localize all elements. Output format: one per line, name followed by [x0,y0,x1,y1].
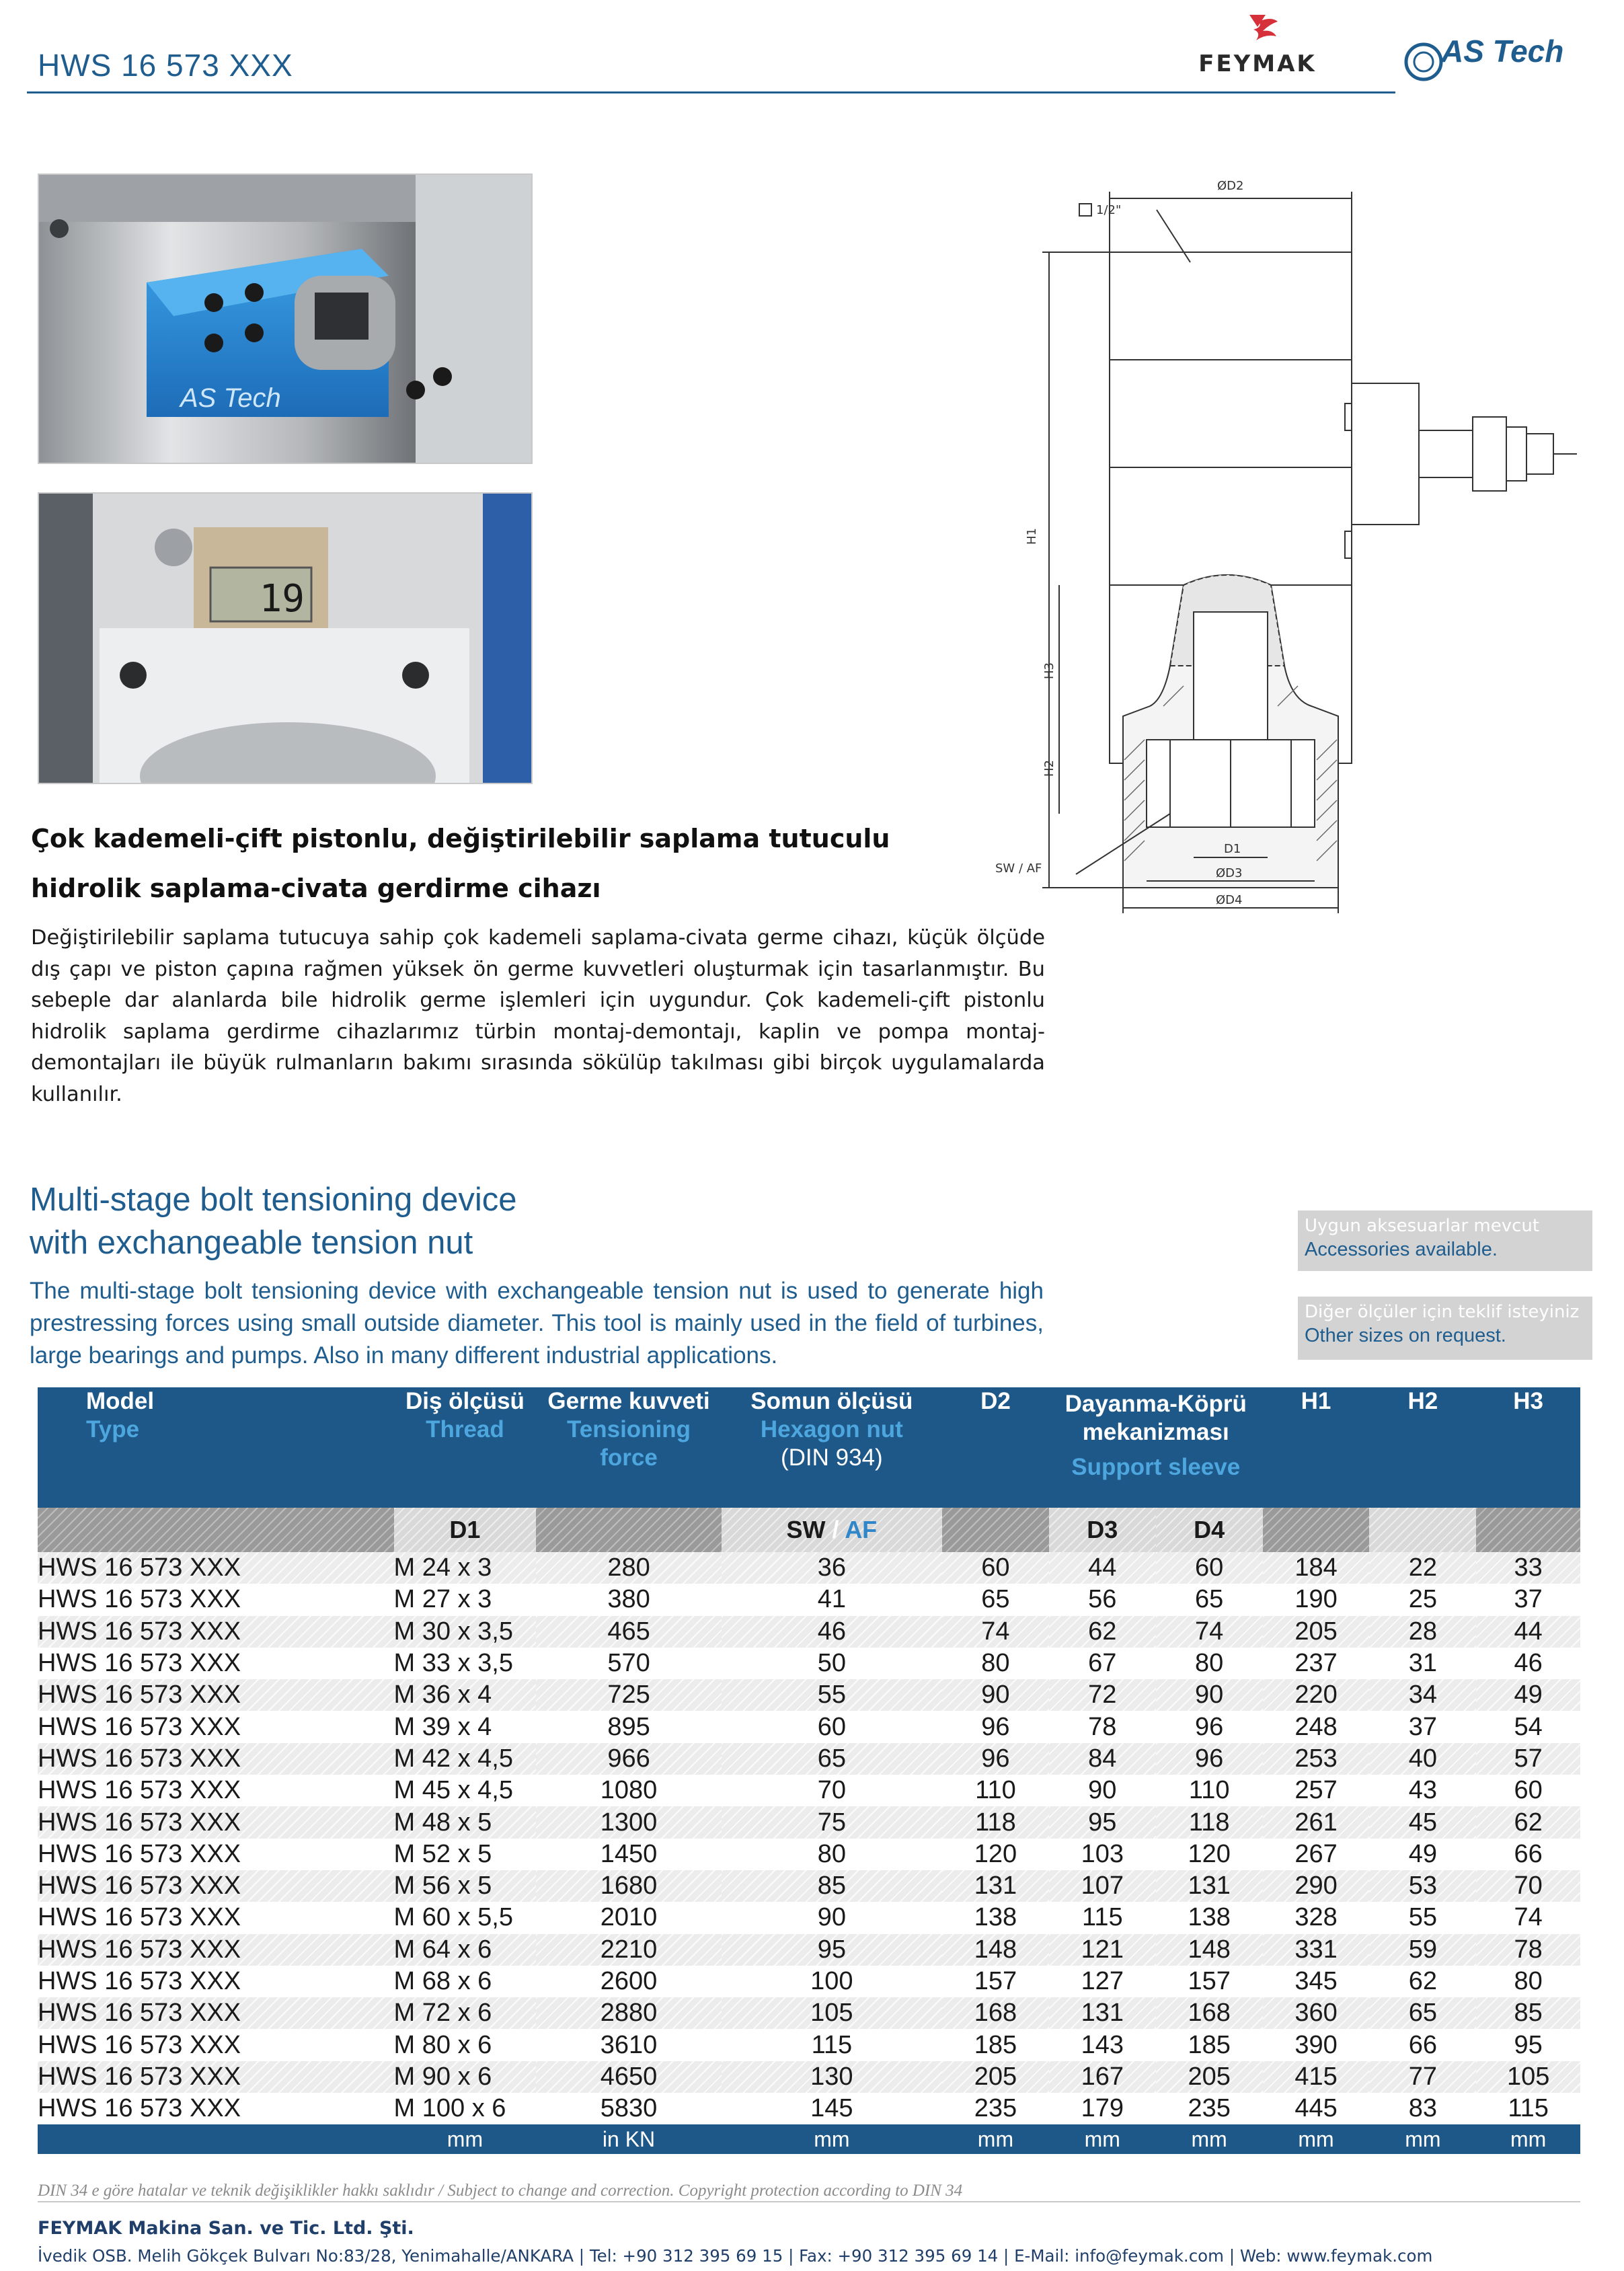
cell-h1: 290 [1263,1870,1370,1902]
cell-h3: 74 [1514,1903,1543,1932]
company-address: İvedik OSB. Melih Gökçek Bulvarı No:83/28, Yenimahalle/ANKARA | Tel: +90 312 395 69 15 | Fax: +90 312 395 69 14 | E-Mail: info@feymak.com | Web: www.feymak.com [38,2246,1433,2266]
cell-d4: 65 [1195,1585,1224,1614]
unit-d2: mm [942,2124,1049,2154]
cell-h1: 360 [1263,1997,1370,2029]
english-heading [30,1178,517,1264]
table-units-row [38,2124,1580,2154]
cell-thread: M 48 x 5 [394,1806,537,1838]
cell-d4: 74 [1156,1616,1263,1648]
cell-h1: 390 [1294,2030,1338,2059]
cell-h3: 85 [1476,1997,1580,2029]
cell-d2: 74 [942,1616,1049,1648]
cell-h2: 59 [1369,1934,1476,1966]
cell-d4: 235 [1188,2094,1231,2123]
cell-h3: 105 [1476,2061,1580,2093]
cell-model: HWS 16 573 XXX [38,1743,394,1775]
cell-model: HWS 16 573 XXX [38,1806,394,1838]
table-row [38,1966,1580,1997]
feymak-logo-text: FEYMAK [1198,50,1317,77]
cell-nut: 145 [810,2094,853,2123]
cell-model: HWS 16 573 XXX [38,2061,394,2093]
cell-d2: 90 [942,1679,1049,1711]
cell-h1: 253 [1263,1743,1370,1775]
astech-logo [1402,32,1590,86]
cell-h2: 45 [1369,1806,1476,1838]
cell-h2: 31 [1408,1649,1438,1678]
cell-thread: M 90 x 6 [394,2061,537,2093]
cell-h3: 80 [1514,1967,1543,1995]
dim-h3-label: H3 [1042,662,1056,679]
cell-d4: 131 [1156,1870,1263,1902]
cell-h3: 60 [1514,1776,1543,1805]
turkish-heading [31,814,1053,913]
table-row [38,1997,1580,2029]
company-name: FEYMAK Makina San. ve Tic. Ltd. Şti. [38,2218,414,2239]
table-row [38,1839,1580,1870]
cell-h2: 25 [1408,1585,1438,1614]
cell-d2: 138 [974,1903,1017,1932]
specification-table [38,1387,1580,2154]
dim-h2-label: H2 [1042,760,1056,777]
cell-d2: 118 [942,1806,1049,1838]
table-row [38,2029,1580,2061]
product-photo-bottom [38,492,533,784]
cell-d4: 185 [1188,2030,1231,2059]
turkish-heading-line1: Çok kademeli-çift pistonlu, değiştirilebilir saplama tutuculu [31,824,890,853]
dim-d2-label: ØD2 [1217,179,1244,193]
cell-d2: 96 [942,1743,1049,1775]
cell-force: 3610 [600,2030,658,2059]
cell-force: 2600 [600,1967,658,1995]
cell-h1: 267 [1294,1839,1338,1868]
cell-h2: 37 [1408,1712,1438,1741]
cell-model: HWS 16 573 XXX [38,1585,241,1614]
cell-force: 280 [536,1552,721,1584]
accessories-note-tr: Uygun aksesuarlar mevcut [1305,1216,1540,1236]
cell-nut: 130 [722,2061,942,2093]
table-row [38,1584,1580,1615]
cell-d4: 168 [1156,1997,1263,2029]
english-description: The multi-stage bolt tensioning device with exchangeable tension nut is used to generate high prestressing forces using small outside diameter. This tool is mainly used in the field of turbines, large bearings and pumps. Also in many different industrial applications. [30,1278,1044,1369]
cell-d2: 110 [975,1776,1016,1805]
feymak-mark-icon [1249,15,1278,40]
disclaimer: DIN 34 e göre hatalar ve teknik değişiklikler hakkı saklıdır / Subject to change and correction. Copyright protection according to DIN 34 [38,2182,963,2200]
cell-model: HWS 16 573 XXX [38,1997,394,2029]
cell-thread: M 64 x 6 [394,1934,537,1966]
cell-d2: 120 [974,1839,1017,1868]
cell-thread: M 30 x 3,5 [394,1616,537,1648]
cell-d4: 110 [1188,1776,1230,1805]
header-thread: Diş ölçüsü Thread [394,1387,537,1508]
cell-thread: M 36 x 4 [394,1679,537,1711]
cell-force: 1080 [600,1776,658,1805]
table-row [38,1616,1580,1648]
cell-h1: 345 [1294,1967,1338,1995]
cell-h2: 43 [1408,1776,1438,1805]
cell-nut: 55 [722,1679,942,1711]
cell-h2: 66 [1408,2030,1438,2059]
table-subheader-row [38,1508,1580,1552]
cell-force: 380 [607,1585,650,1614]
cell-force: 966 [536,1743,721,1775]
cell-h3: 46 [1514,1649,1543,1678]
cell-h3: 115 [1508,2094,1549,2123]
cell-d4: 80 [1195,1649,1224,1678]
cell-d4: 118 [1156,1806,1263,1838]
table-row [38,1711,1580,1742]
header-model: Model Type [38,1387,394,1508]
cell-d3: 103 [1081,1839,1124,1868]
cell-h1: 257 [1294,1776,1338,1805]
cell-model: HWS 16 573 XXX [38,1934,394,1966]
cell-d2: 60 [942,1552,1049,1584]
cell-h1: 445 [1294,2094,1338,2123]
header-nut: Somun ölçüsü Hexagon nut (DIN 934) [722,1387,942,1508]
cell-force: 1680 [536,1870,721,1902]
cell-h3: 95 [1514,2030,1543,2059]
cell-model: HWS 16 573 XXX [38,1776,241,1805]
header-force: Germe kuvveti Tensioning force [536,1387,721,1508]
cell-d3: 72 [1049,1679,1156,1711]
cell-d2: 185 [974,2030,1017,2059]
cell-d3: 78 [1088,1712,1117,1741]
cell-d3: 62 [1049,1616,1156,1648]
cell-h3: 57 [1476,1743,1580,1775]
footer-divider [38,2201,1580,2202]
cell-d2: 168 [942,1997,1049,2029]
header-h1: H1 [1263,1387,1370,1508]
accessories-note-en: Accessories available. [1305,1239,1498,1260]
dim-d3-label: ØD3 [1216,866,1243,880]
cell-d4: 96 [1195,1712,1224,1741]
table-row [38,1679,1580,1711]
cell-nut: 115 [811,2030,853,2059]
header-h2: H2 [1369,1387,1476,1508]
cell-nut: 80 [817,1839,846,1868]
cell-h3: 44 [1476,1616,1580,1648]
cell-h3: 78 [1476,1934,1580,1966]
table-row [38,1806,1580,1838]
cell-thread: M 45 x 4,5 [393,1776,513,1805]
cell-d3: 131 [1049,1997,1156,2029]
dim-d4-label: ØD4 [1216,893,1243,907]
cell-force: 1450 [600,1839,658,1868]
cell-h2: 53 [1369,1870,1476,1902]
cell-d3: 67 [1088,1649,1117,1678]
cell-thread: M 80 x 6 [393,2030,492,2059]
cell-model: HWS 16 573 XXX [38,1712,241,1741]
cell-d2: 157 [974,1967,1017,1995]
unit-thread: mm [394,2124,537,2154]
unit-model [38,2124,394,2154]
cell-force: 4650 [536,2061,721,2093]
cell-d2: 205 [942,2061,1049,2093]
astech-logo-text: AS Tech [1441,34,1564,69]
cell-model: HWS 16 573 XXX [38,1616,394,1648]
cell-model: HWS 16 573 XXX [38,1649,241,1678]
cell-d2: 235 [974,2094,1017,2123]
cell-nut: 50 [817,1649,846,1678]
cell-force: 1300 [536,1806,721,1838]
cell-model: HWS 16 573 XXX [38,1679,394,1711]
cell-force: 725 [536,1679,721,1711]
cell-d4: 120 [1188,1839,1231,1868]
header-d2: D2 [942,1387,1049,1508]
cell-h1: 415 [1263,2061,1370,2093]
cell-nut: 41 [817,1585,846,1614]
cell-d3: 179 [1081,2094,1124,2123]
cell-nut: 90 [817,1903,846,1932]
technical-drawing [968,168,1587,915]
header-divider [27,91,1395,93]
cell-h1: 328 [1294,1903,1338,1932]
other-sizes-note [1298,1297,1592,1360]
subheader-sw-af: SW / AF [722,1508,942,1552]
cell-d4: 205 [1156,2061,1263,2093]
english-heading-line1: Multi-stage bolt tensioning device [30,1182,517,1218]
cell-d3: 167 [1049,2061,1156,2093]
cell-d3: 56 [1088,1585,1117,1614]
cell-h3: 33 [1476,1552,1580,1584]
cell-force: 570 [607,1649,650,1678]
subheader-d4: D4 [1156,1508,1263,1552]
subheader-d3: D3 [1049,1508,1156,1552]
cell-h2: 65 [1369,1997,1476,2029]
cell-h1: 184 [1263,1552,1370,1584]
cell-model: HWS 16 573 XXX [38,2030,241,2059]
cell-force: 2210 [536,1934,721,1966]
other-sizes-note-tr: Diğer ölçüler için teklif isteyiniz [1305,1302,1580,1322]
cell-d3: 107 [1049,1870,1156,1902]
cell-d4: 96 [1156,1743,1263,1775]
photo-engraving-text: AS Tech [180,383,281,413]
cell-h2: 55 [1408,1903,1438,1932]
cell-model: HWS 16 573 XXX [38,1839,241,1868]
turkish-heading-line2: hidrolik saplama-civata gerdirme cihazı [31,874,601,903]
cell-d3: 115 [1082,1903,1123,1932]
table-row [38,1743,1580,1775]
cell-thread: M 60 x 5,5 [393,1903,513,1932]
product-photo-top [38,174,533,464]
cell-d4: 60 [1156,1552,1263,1584]
cell-model: HWS 16 573 XXX [38,1552,394,1584]
cell-d2: 148 [942,1934,1049,1966]
cell-h1: 220 [1263,1679,1370,1711]
cell-nut: 60 [817,1712,846,1741]
cell-thread: M 72 x 6 [394,1997,537,2029]
unit-force: in KN [536,2124,721,2154]
unit-h1: mm [1263,2124,1370,2154]
feymak-logo [1184,7,1331,84]
cell-h3: 49 [1476,1679,1580,1711]
header-h3: H3 [1476,1387,1580,1508]
cell-d2: 96 [981,1712,1010,1741]
cell-model: HWS 16 573 XXX [38,1870,394,1902]
cell-nut: 75 [722,1806,942,1838]
unit-d4: mm [1156,2124,1263,2154]
cell-d4: 90 [1156,1679,1263,1711]
turkish-description: Değiştirilebilir saplama tutucuya sahip çok kademeli saplama-civata germe cihazı, küçük ölçüde dış çapı ve piston çapına rağmen yüksek ön germe kuvvetleri oluşturmak için tasarlanmıştır. Bu sebeple dar alanlarda bile hidrolik germe işlemleri için uygundur. Çok kademeli-çift pistonlu hidrolik saplama gerdirme cihazlarımız türbin montaj-demontajı, kaplin ve pompa montaj-demontajları ile büyük rulmanların bakımı sırasında sökülüp takılması gibi birçok uygulamalarda kullanılır. [31,926,1045,1106]
cell-h1: 190 [1294,1585,1338,1614]
table-row [38,1775,1580,1806]
lcd-counter-value: 19 [259,577,305,621]
cell-h2: 62 [1408,1967,1438,1995]
cell-h2: 22 [1369,1552,1476,1584]
cell-d3: 44 [1049,1552,1156,1584]
cell-h1: 261 [1263,1806,1370,1838]
cell-d3: 127 [1081,1967,1124,1995]
cell-h2: 49 [1408,1839,1438,1868]
cell-h3: 54 [1514,1712,1543,1741]
cell-d4: 157 [1188,1967,1231,1995]
cell-h3: 70 [1476,1870,1580,1902]
cell-d4: 148 [1156,1934,1263,1966]
table-row [38,1934,1580,1966]
cell-d3: 90 [1088,1776,1117,1805]
table-header-row [38,1387,1580,1508]
cell-d3: 121 [1049,1934,1156,1966]
header-sleeve: Dayanma-Köprü mekanizması Support sleeve [1049,1387,1263,1508]
unit-d3: mm [1049,2124,1156,2154]
cell-nut: 70 [817,1776,846,1805]
cell-thread: M 56 x 5 [394,1870,537,1902]
dim-square-label: 1/2" [1096,203,1122,217]
cell-force: 895 [607,1712,650,1741]
other-sizes-note-en: Other sizes on request. [1305,1325,1506,1346]
cell-thread: M 42 x 4,5 [394,1743,537,1775]
cell-model: HWS 16 573 XXX [38,1903,241,1932]
cell-d3: 84 [1049,1743,1156,1775]
table-row [38,2061,1580,2093]
cell-h2: 40 [1369,1743,1476,1775]
table-row [38,1552,1580,1584]
cell-h3: 66 [1514,1839,1543,1868]
table-body [38,1552,1580,2124]
cell-nut: 85 [722,1870,942,1902]
cell-thread: M 68 x 6 [393,1967,492,1995]
cell-d2: 65 [981,1585,1010,1614]
cell-force: 2010 [600,1903,658,1932]
cell-thread: M 33 x 3,5 [393,1649,513,1678]
cell-force: 2880 [536,1997,721,2029]
cell-h1: 248 [1294,1712,1338,1741]
cell-thread: M 100 x 6 [393,2094,506,2123]
cell-thread: M 24 x 3 [394,1552,537,1584]
dim-sw-label: SW / AF [995,861,1042,876]
table-row [38,2093,1580,2124]
cell-h1: 331 [1263,1934,1370,1966]
cell-h2: 77 [1369,2061,1476,2093]
cell-model: HWS 16 573 XXX [38,1967,241,1995]
cell-nut: 36 [722,1552,942,1584]
table-row [38,1870,1580,1902]
cell-d2: 131 [942,1870,1049,1902]
cell-force: 465 [536,1616,721,1648]
cell-h3: 37 [1514,1585,1543,1614]
cell-h2: 83 [1408,2094,1438,2123]
cell-h2: 34 [1369,1679,1476,1711]
cell-force: 5830 [600,2094,658,2123]
page-title: HWS 16 573 XXX [38,48,293,83]
accessories-note [1298,1210,1592,1271]
cell-h3: 62 [1476,1806,1580,1838]
cell-h1: 237 [1294,1649,1338,1678]
cell-d2: 80 [981,1649,1010,1678]
english-heading-line2: with exchangeable tension nut [30,1225,473,1261]
cell-nut: 100 [810,1967,853,1995]
cell-d3: 143 [1081,2030,1124,2059]
cell-nut: 95 [722,1934,942,1966]
cell-d4: 138 [1188,1903,1231,1932]
cell-thread: M 52 x 5 [393,1839,492,1868]
cell-h1: 205 [1263,1616,1370,1648]
cell-model: HWS 16 573 XXX [38,2094,241,2123]
cell-thread: M 27 x 3 [393,1585,492,1614]
cell-d3: 95 [1049,1806,1156,1838]
unit-nut: mm [722,2124,942,2154]
dim-d1-label: D1 [1224,842,1241,856]
cell-nut: 46 [722,1616,942,1648]
cell-nut: 65 [722,1743,942,1775]
dim-h1-label: H1 [1025,528,1039,545]
table-row [38,1902,1580,1933]
cell-h2: 28 [1369,1616,1476,1648]
cell-thread: M 39 x 4 [393,1712,492,1741]
table-row [38,1648,1580,1679]
subheader-d1: D1 [394,1508,537,1552]
cell-nut: 105 [722,1997,942,2029]
unit-h2: mm [1369,2124,1476,2154]
unit-h3: mm [1476,2124,1580,2154]
